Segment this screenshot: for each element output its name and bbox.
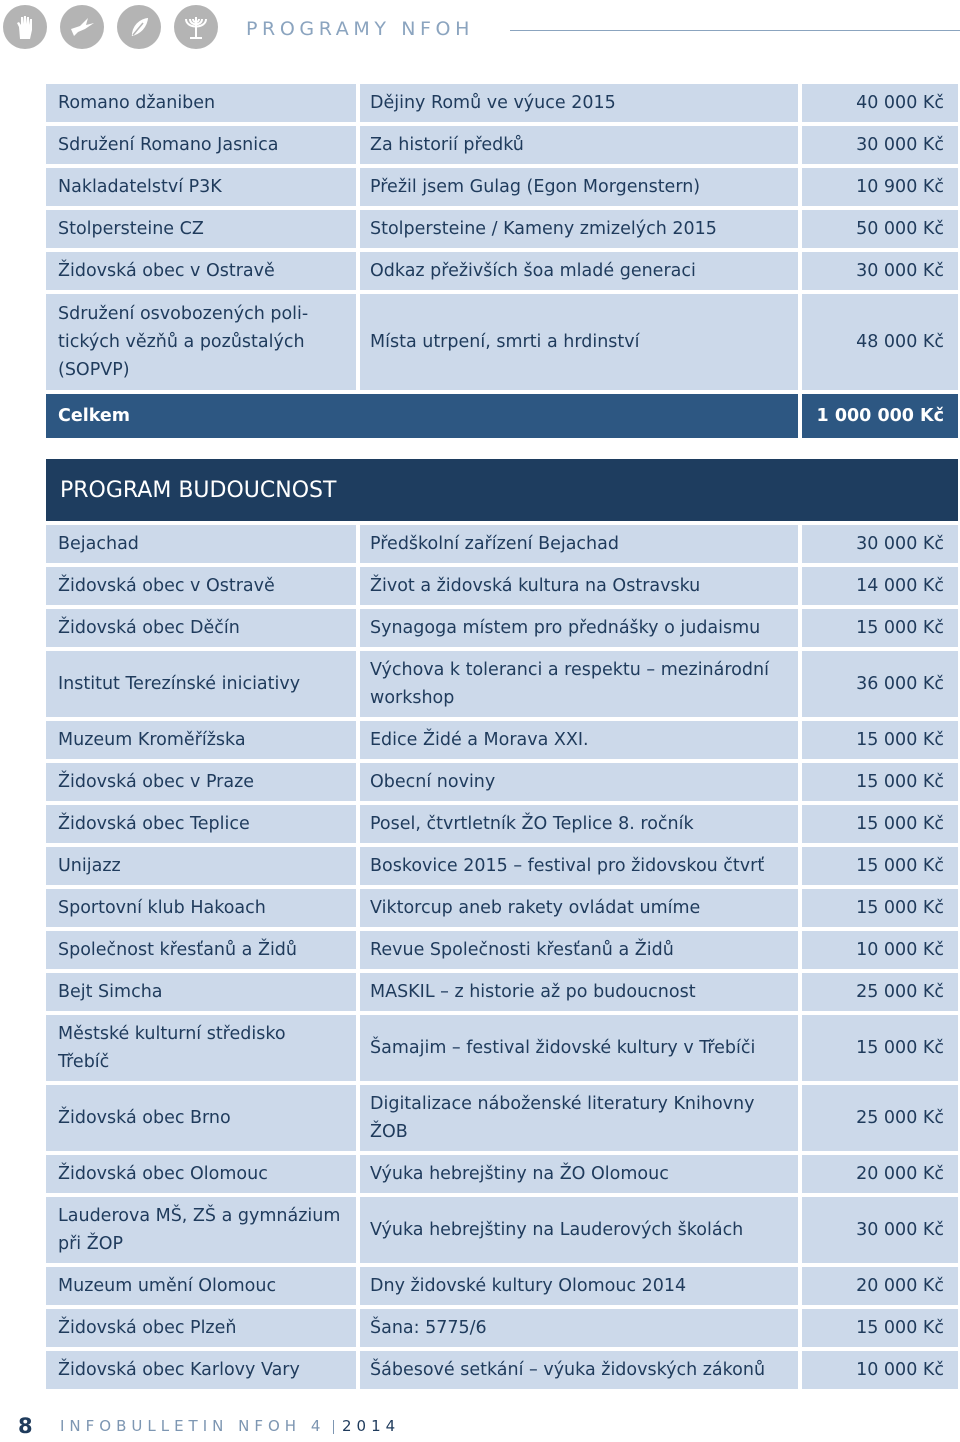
org-cell: Bejachad (46, 525, 356, 563)
table-row (46, 1155, 958, 1193)
amount-cell: 48 000 Kč (802, 294, 958, 390)
publication-name: INFOBULLETIN NFOH (60, 1417, 302, 1435)
project-cell: MASKIL – z historie až po budoucnost (360, 973, 798, 1011)
page-header-title: PROGRAMY NFOH (246, 18, 474, 40)
org-cell: Společnost křesťanů a Židů (46, 931, 356, 969)
table-row (46, 567, 958, 605)
project-cell: Posel, čtvrtletník ŽO Teplice 8. ročník (360, 805, 798, 843)
project-cell: Výchova k toleranci a respektu – mezinárodní workshop (360, 651, 798, 717)
amount-cell: 10 000 Kč (802, 1351, 958, 1389)
table-row (46, 889, 958, 927)
amount-cell: 15 000 Kč (802, 721, 958, 759)
section-title: PROGRAM BUDOUCNOST (46, 459, 958, 521)
table-row (46, 1015, 958, 1081)
table-row (46, 1309, 958, 1347)
leaf-icon (117, 5, 161, 49)
project-cell: Boskovice 2015 – festival pro židovskou čtvrť (360, 847, 798, 885)
amount-cell: 15 000 Kč (802, 1015, 958, 1081)
header-divider (510, 30, 960, 31)
project-cell: Za historií předků (360, 126, 798, 164)
table-row (46, 252, 958, 290)
table-row (46, 1351, 958, 1389)
amount-cell: 15 000 Kč (802, 847, 958, 885)
project-cell: Šamajim – festival židovské kultury v Třebíči (360, 1015, 798, 1081)
table-row (46, 1085, 958, 1151)
amount-cell: 15 000 Kč (802, 609, 958, 647)
project-cell: Digitalizace náboženské literatury Knihovny ŽOB (360, 1085, 798, 1151)
project-cell: Šana: 5775/6 (360, 1309, 798, 1347)
table-row (46, 609, 958, 647)
org-cell: Židovská obec v Ostravě (46, 252, 356, 290)
table-row (46, 210, 958, 248)
amount-cell: 50 000 Kč (802, 210, 958, 248)
footer-separator (333, 1420, 334, 1434)
org-cell: Sportovní klub Hakoach (46, 889, 356, 927)
org-cell: Městské kulturní středisko Třebíč (46, 1015, 356, 1081)
project-cell: Dny židovské kultury Olomouc 2014 (360, 1267, 798, 1305)
page-header (0, 0, 960, 56)
project-cell: Život a židovská kultura na Ostravsku (360, 567, 798, 605)
table-row (46, 847, 958, 885)
bird-icon (60, 5, 104, 49)
table-row (46, 1197, 958, 1263)
org-cell: Sdružení Romano Jasnica (46, 126, 356, 164)
amount-cell: 10 900 Kč (802, 168, 958, 206)
amount-cell: 30 000 Kč (802, 1197, 958, 1263)
amount-cell: 15 000 Kč (802, 889, 958, 927)
org-cell: Židovská obec v Ostravě (46, 567, 356, 605)
amount-cell: 15 000 Kč (802, 1309, 958, 1347)
org-cell: Židovská obec v Praze (46, 763, 356, 801)
org-cell: Nakladatelství P3K (46, 168, 356, 206)
menorah-icon (174, 5, 218, 49)
org-cell: Židovská obec Brno (46, 1085, 356, 1151)
table-row (46, 651, 958, 717)
amount-cell: 14 000 Kč (802, 567, 958, 605)
table-row (46, 931, 958, 969)
project-cell: Edice Židé a Morava XXI. (360, 721, 798, 759)
table-row (46, 721, 958, 759)
amount-cell: 40 000 Kč (802, 84, 958, 122)
footer-publication (60, 1417, 325, 1435)
project-cell: Výuka hebrejštiny na ŽO Olomouc (360, 1155, 798, 1193)
amount-cell: 30 000 Kč (802, 252, 958, 290)
project-cell: Místa utrpení, smrti a hrdinství (360, 294, 798, 390)
project-cell: Viktorcup aneb rakety ovládat umíme (360, 889, 798, 927)
org-cell: Bejt Simcha (46, 973, 356, 1011)
table-row (46, 84, 958, 122)
project-cell: Šábesové setkání – výuka židovských zákonů (360, 1351, 798, 1389)
table-row (46, 126, 958, 164)
org-cell: Lauderova MŠ, ZŠ a gymnázium při ŽOP (46, 1197, 356, 1263)
project-cell: Obecní noviny (360, 763, 798, 801)
hand-icon (3, 5, 47, 49)
amount-cell: 10 000 Kč (802, 931, 958, 969)
table-row (46, 525, 958, 563)
org-cell: Židovská obec Děčín (46, 609, 356, 647)
amount-cell: 15 000 Kč (802, 805, 958, 843)
amount-cell: 30 000 Kč (802, 126, 958, 164)
org-cell: Romano džaniben (46, 84, 356, 122)
issue-number: 4 (310, 1417, 326, 1435)
table-row (46, 294, 958, 390)
table-row (46, 805, 958, 843)
project-cell: Synagoga místem pro přednášky o judaismu (360, 609, 798, 647)
table-row (46, 168, 958, 206)
org-cell: Unijazz (46, 847, 356, 885)
org-cell: Muzeum Kroměřížska (46, 721, 356, 759)
amount-cell: 15 000 Kč (802, 763, 958, 801)
page-number: 8 (18, 1414, 33, 1438)
total-amount: 1 000 000 Kč (802, 394, 958, 438)
project-cell: Dějiny Romů ve výuce 2015 (360, 84, 798, 122)
org-cell: Židovská obec Plzeň (46, 1309, 356, 1347)
project-cell: Přežil jsem Gulag (Egon Morgenstern) (360, 168, 798, 206)
org-cell: Židovská obec Olomouc (46, 1155, 356, 1193)
amount-cell: 30 000 Kč (802, 525, 958, 563)
amount-cell: 20 000 Kč (802, 1155, 958, 1193)
amount-cell: 25 000 Kč (802, 1085, 958, 1151)
org-cell: Muzeum umění Olomouc (46, 1267, 356, 1305)
total-label: Celkem (46, 394, 798, 438)
project-cell: Výuka hebrejštiny na Lauderových školách (360, 1197, 798, 1263)
amount-cell: 36 000 Kč (802, 651, 958, 717)
amount-cell: 20 000 Kč (802, 1267, 958, 1305)
org-cell: Židovská obec Teplice (46, 805, 356, 843)
org-cell: Sdružení osvobozených poli- tických vězňů a pozůstalých (SOPVP) (46, 294, 356, 390)
table-row (46, 973, 958, 1011)
total-row (46, 394, 958, 438)
table-row (46, 1267, 958, 1305)
project-cell: Odkaz přeživších šoa mladé generaci (360, 252, 798, 290)
org-cell: Institut Terezínské iniciativy (46, 651, 356, 717)
project-cell: Stolpersteine / Kameny zmizelých 2015 (360, 210, 798, 248)
project-cell: Předškolní zařízení Bejachad (360, 525, 798, 563)
table-row (46, 763, 958, 801)
org-cell: Židovská obec Karlovy Vary (46, 1351, 356, 1389)
project-cell: Revue Společnosti křesťanů a Židů (360, 931, 798, 969)
footer-year: 2014 (342, 1417, 401, 1435)
org-cell: Stolpersteine CZ (46, 210, 356, 248)
amount-cell: 25 000 Kč (802, 973, 958, 1011)
